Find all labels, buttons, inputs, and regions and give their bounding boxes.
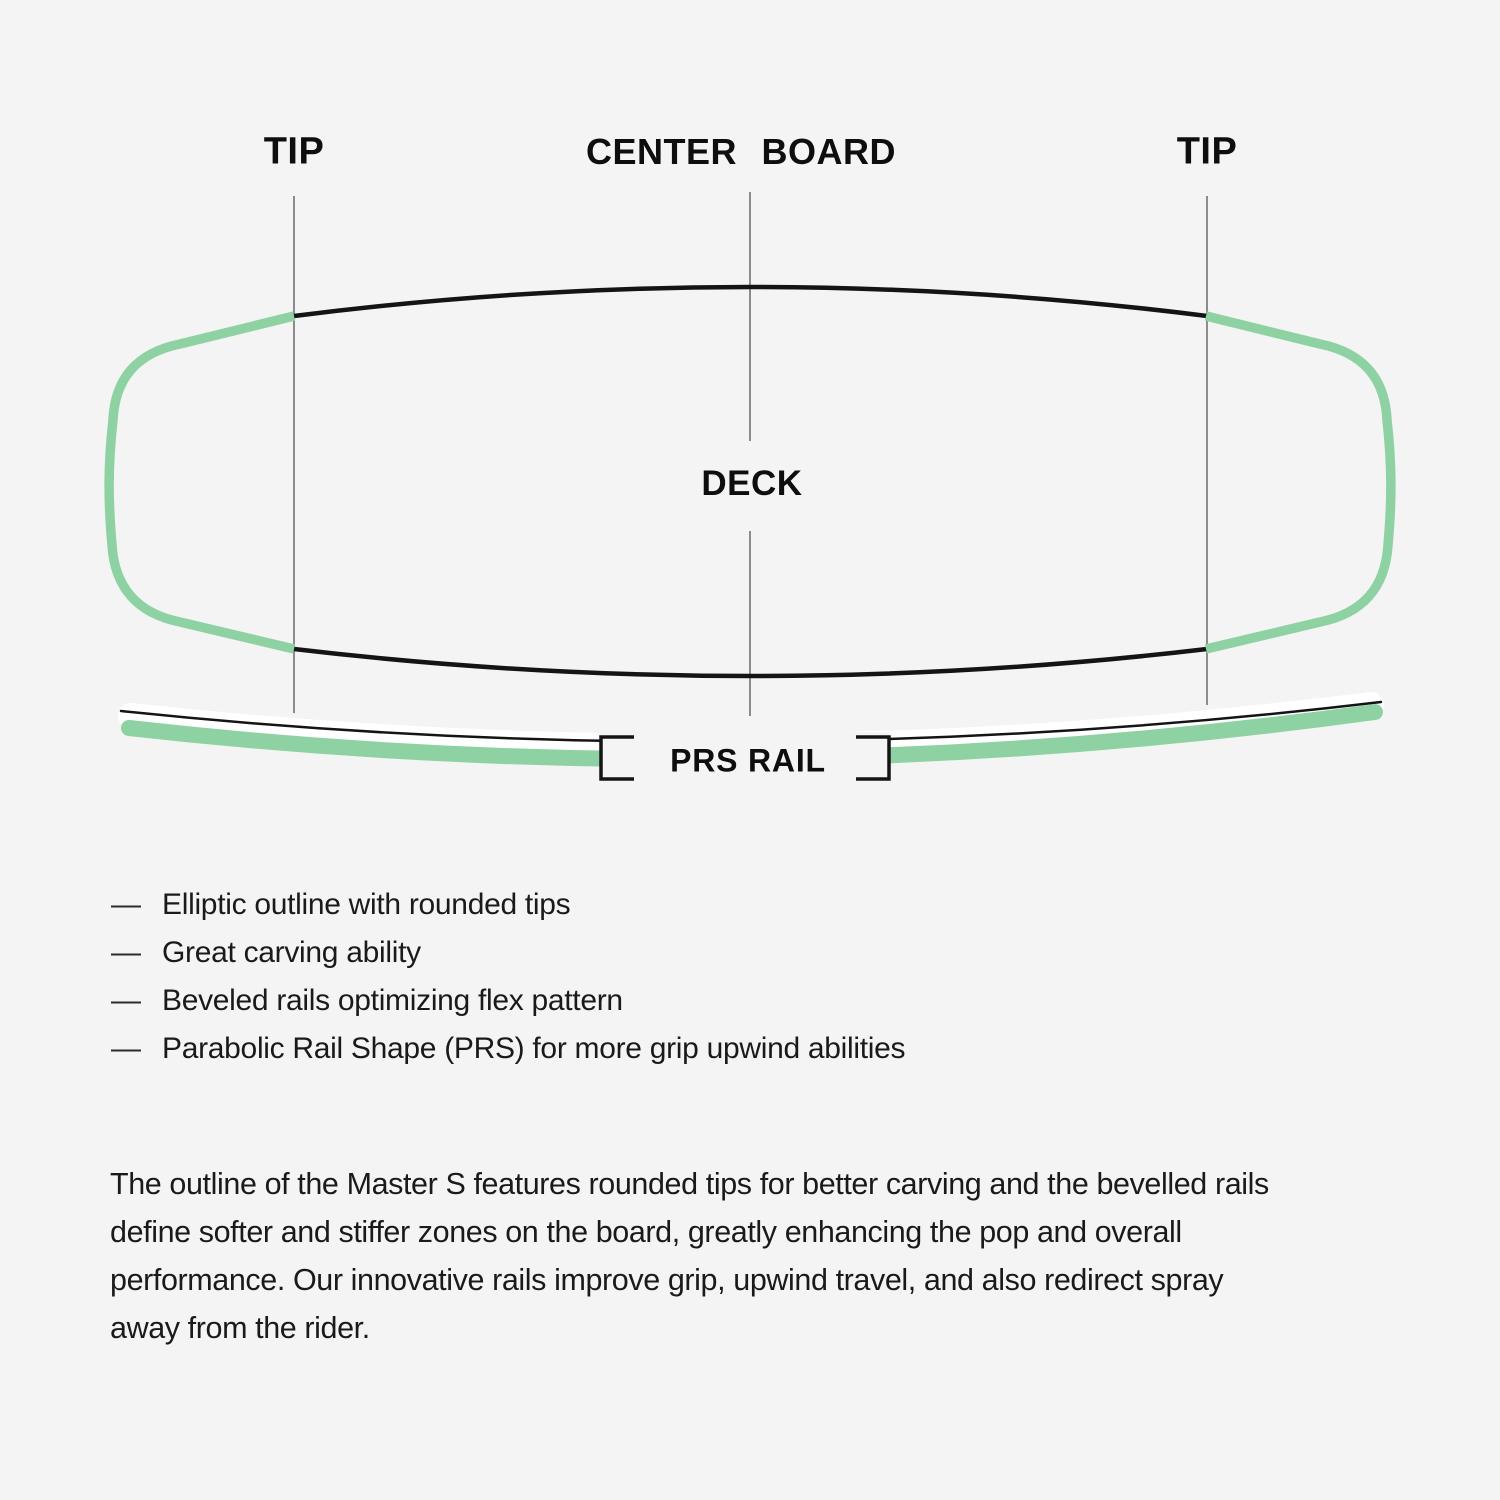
rail-outline-left-tip bbox=[109, 316, 294, 649]
label-deck: DECK bbox=[701, 464, 803, 503]
rail-outline-right-tip bbox=[1206, 316, 1391, 649]
label-tip-right: TIP bbox=[1176, 130, 1238, 173]
label-center-board: CENTER BOARD bbox=[585, 131, 897, 172]
label-tip-left: TIP bbox=[263, 130, 325, 173]
feature-item bbox=[111, 984, 905, 1032]
description-line: define softer and stiffer zones on the board, greatly enhancing the pop and overall bbox=[110, 1215, 1182, 1249]
bullet-dash: — bbox=[111, 984, 141, 1017]
description-line: The outline of the Master S features rounded tips for better carving and the bevelled rails bbox=[110, 1167, 1269, 1201]
feature-item bbox=[111, 1032, 905, 1080]
description-line: performance. Our innovative rails improve grip, upwind travel, and also redirect spray bbox=[110, 1263, 1224, 1297]
feature-text: Great carving ability bbox=[162, 936, 421, 969]
feature-text: Elliptic outline with rounded tips bbox=[162, 888, 571, 921]
features-list bbox=[111, 888, 905, 1080]
feature-item bbox=[111, 936, 905, 984]
description-paragraph bbox=[110, 1160, 1269, 1352]
feature-text: Parabolic Rail Shape (PRS) for more grip upwind abilities bbox=[162, 1032, 906, 1065]
bullet-dash: — bbox=[111, 936, 141, 969]
bullet-dash: — bbox=[111, 888, 141, 921]
feature-text: Beveled rails optimizing flex pattern bbox=[162, 984, 623, 1017]
bullet-dash: — bbox=[111, 1032, 141, 1065]
feature-item bbox=[111, 888, 905, 936]
description-line: away from the rider. bbox=[110, 1311, 370, 1345]
label-prs-rail: PRS RAIL bbox=[670, 742, 826, 779]
